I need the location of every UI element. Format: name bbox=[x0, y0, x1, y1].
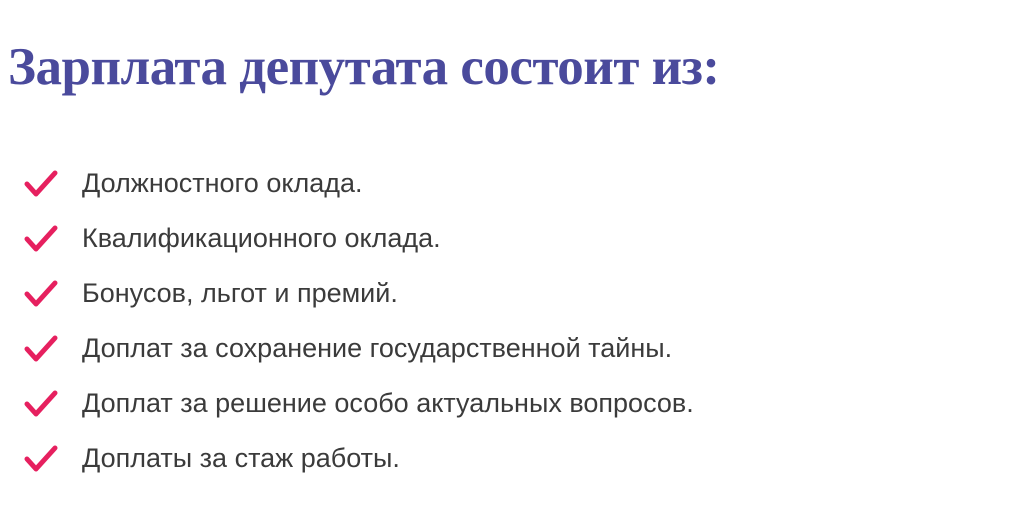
check-icon bbox=[24, 170, 58, 200]
check-icon bbox=[24, 280, 58, 310]
check-icon bbox=[24, 445, 58, 475]
list-item bbox=[24, 222, 1024, 256]
list-item-label: Квалификационного оклада. bbox=[82, 222, 441, 253]
check-icon bbox=[24, 225, 58, 255]
slide-container bbox=[0, 36, 1024, 513]
list-item bbox=[24, 442, 1024, 476]
list-item-label: Бонусов, льгот и премий. bbox=[82, 277, 398, 308]
list-item-label: Доплат за решение особо актуальных вопросов. bbox=[82, 387, 694, 418]
page-title: Зарплата депутата состоит из: bbox=[8, 37, 720, 96]
check-icon bbox=[24, 390, 58, 420]
list-item bbox=[24, 277, 1024, 311]
list-item-label: Доплаты за стаж работы. bbox=[82, 442, 400, 473]
list-item-label: Доплат за сохранение государственной тайны. bbox=[82, 332, 673, 363]
benefits-list bbox=[0, 131, 1024, 476]
list-item-label: Должностного оклада. bbox=[82, 167, 363, 198]
list-item bbox=[24, 332, 1024, 366]
list-item bbox=[24, 167, 1024, 201]
list-item bbox=[24, 387, 1024, 421]
check-icon bbox=[24, 335, 58, 365]
